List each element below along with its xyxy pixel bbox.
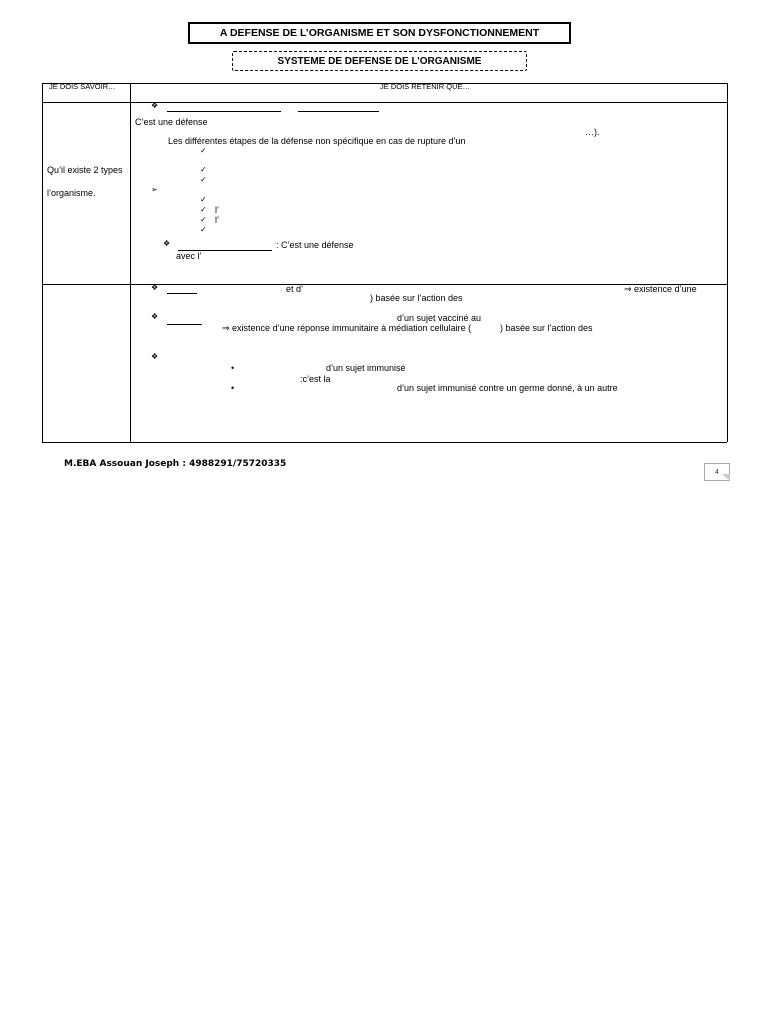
row1-text: l’ bbox=[215, 215, 219, 225]
row1-text: …). bbox=[585, 127, 600, 137]
diamond-bullet-icon: ❖ bbox=[151, 352, 159, 361]
page-number: 4 bbox=[715, 468, 719, 476]
table-header-divider bbox=[42, 102, 727, 103]
check-icon: ✓ bbox=[200, 146, 207, 155]
table-border-left bbox=[42, 83, 43, 442]
row1-text: C’est une défense bbox=[135, 117, 208, 127]
page-fold-icon bbox=[722, 474, 730, 481]
diamond-bullet-icon: ❖ bbox=[151, 101, 159, 110]
row1-left-text-1: Qu’il existe 2 types bbox=[47, 165, 123, 175]
diamond-bullet-icon: ❖ bbox=[163, 239, 171, 248]
table-border-bottom bbox=[42, 442, 727, 443]
diamond-bullet-icon: ❖ bbox=[151, 283, 159, 292]
diamond-bullet-icon: ❖ bbox=[151, 312, 159, 321]
check-icon: ✓ bbox=[200, 165, 207, 174]
check-icon: ✓ bbox=[200, 205, 207, 214]
row2-text: ⇒ existence d’une réponse immunitaire à médiation cellulaire ( bbox=[222, 323, 472, 333]
row2-text: d’un sujet immunisé bbox=[326, 363, 406, 373]
check-icon: ✓ bbox=[200, 175, 207, 184]
fill-blank bbox=[167, 324, 202, 325]
column-header-savoir: JE DOIS SAVOIR… bbox=[49, 82, 116, 91]
bullet-dot-icon: • bbox=[231, 383, 235, 393]
row1-text: Les différentes étapes de la défense non spécifique en cas de rupture d’un bbox=[168, 136, 466, 146]
main-title bbox=[188, 22, 571, 44]
row2-text: ) basée sur l’action des bbox=[370, 293, 463, 303]
check-icon: ✓ bbox=[200, 215, 207, 224]
fill-blank bbox=[298, 111, 379, 112]
subtitle bbox=[232, 51, 527, 71]
column-header-retenir: JE DOIS RETENIR QUE… bbox=[380, 82, 471, 91]
footer-author: M.EBA Assouan Joseph : 4988291/75720335 bbox=[64, 459, 287, 469]
table-column-divider bbox=[130, 83, 131, 442]
row2-text: ⇒ existence d’une bbox=[624, 284, 697, 294]
row1-text: avec l’ bbox=[176, 251, 202, 261]
row2-text: ) basée sur l’action des bbox=[500, 323, 593, 333]
row2-text: d’un sujet immunisé contre un germe donné, à un autre bbox=[397, 383, 618, 393]
row1-text: : C’est une défense bbox=[276, 240, 354, 250]
check-icon: ✓ bbox=[200, 195, 207, 204]
bullet-dot-icon: • bbox=[231, 363, 235, 373]
arrow-bullet-icon: ➢ bbox=[151, 185, 158, 194]
fill-blank bbox=[167, 293, 197, 294]
table-border-right bbox=[727, 83, 728, 442]
row1-left-text-2: l’organisme. bbox=[47, 188, 96, 198]
row2-text: d’un sujet vacciné au bbox=[397, 313, 482, 323]
main-title-text: A DEFENSE DE L’ORGANISME ET SON DYSFONCTIONNEMENT bbox=[219, 27, 540, 39]
row2-text: et d’ bbox=[286, 284, 304, 294]
row2-text: :c’est la bbox=[300, 374, 331, 384]
subtitle-text: SYSTEME DE DEFENSE DE L’ORGANISME bbox=[277, 55, 482, 67]
check-icon: ✓ bbox=[200, 225, 207, 234]
fill-blank bbox=[167, 111, 281, 112]
row1-text: l’ bbox=[215, 205, 219, 215]
